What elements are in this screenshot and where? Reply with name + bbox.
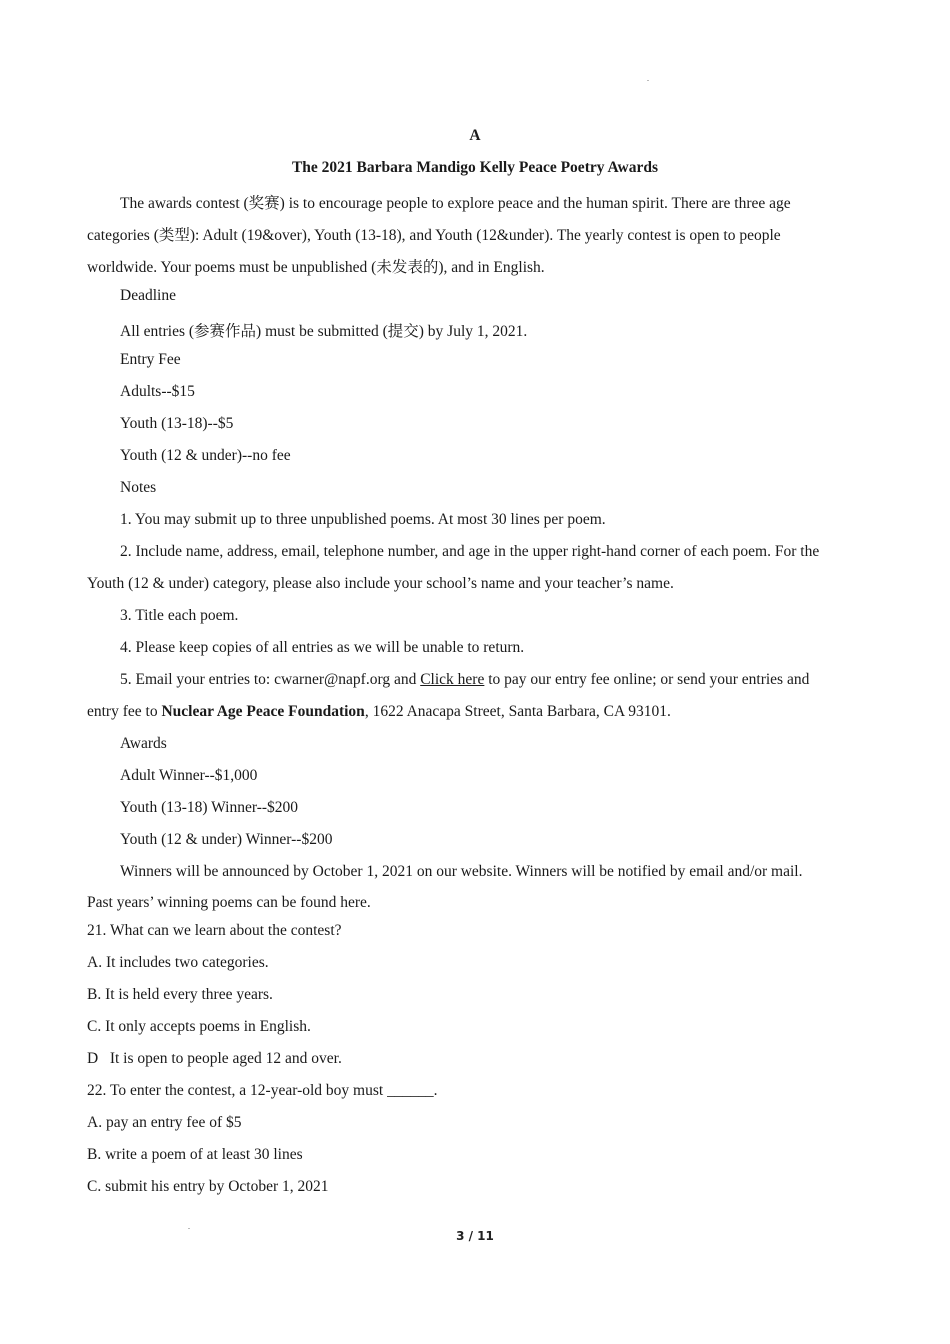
- pay-fee-link[interactable]: Click here: [420, 671, 485, 688]
- award-item: Adult Winner--$1,000: [120, 767, 258, 784]
- fee-item: Youth (12 & under)--no fee: [120, 447, 291, 464]
- intro-line: categories (类型): Adult (19&over), Youth (13-18), and Youth (12&under). The yearly contest is open to people: [87, 227, 781, 244]
- winners-text: Winners will be announced by October 1, 2021 on our website. Winners will be notified by email and/or mail.: [120, 863, 803, 880]
- question-option: A. pay an entry fee of $5: [87, 1114, 242, 1131]
- note-item: [87, 703, 671, 721]
- note-item: 3. Title each poem.: [120, 607, 239, 624]
- passage-title: The 2021 Barbara Mandigo Kelly Peace Poetry Awards: [291, 159, 659, 176]
- passage-label: A: [469, 127, 481, 144]
- awards-heading: Awards: [120, 735, 167, 752]
- note5-text: 5. Email your entries to: cwarner@napf.org and: [120, 671, 421, 688]
- note-item: [120, 671, 809, 689]
- org-name: Nuclear Age Peace Foundation: [161, 703, 365, 720]
- fee-heading: Entry Fee: [120, 351, 181, 368]
- note5-text: entry fee to: [87, 703, 162, 720]
- award-item: Youth (12 & under) Winner--$200: [120, 831, 333, 848]
- question-stem: 22. To enter the contest, a 12-year-old boy must ______.: [87, 1082, 438, 1099]
- note-item: 4. Please keep copies of all entries as we will be unable to return.: [120, 639, 525, 656]
- question-option: B. It is held every three years.: [87, 986, 273, 1003]
- page-number: 3 / 11: [456, 1229, 494, 1243]
- notes-heading: Notes: [120, 479, 157, 496]
- note-item: Youth (12 & under) category, please also include your school’s name and your teacher’s name.: [87, 575, 674, 592]
- question-option: D It is open to people aged 12 and over.: [87, 1050, 342, 1067]
- note5-text: , 1622 Anacapa Street, Santa Barbara, CA 93101.: [364, 703, 671, 720]
- deadline-heading: Deadline: [120, 287, 176, 304]
- question-option: A. It includes two categories.: [87, 954, 269, 971]
- deadline-text: All entries (参赛作品) must be submitted (提交) by July 1, 2021.: [120, 323, 528, 340]
- scan-dot: [647, 80, 649, 81]
- fee-item: Adults--$15: [120, 383, 195, 400]
- intro-line: worldwide. Your poems must be unpublished (未发表的), and in English.: [87, 259, 545, 276]
- note-item: 2. Include name, address, email, telephone number, and age in the upper right-hand corner of each poem. For the: [120, 543, 820, 560]
- question-option: C. submit his entry by October 1, 2021: [87, 1178, 329, 1195]
- fee-item: Youth (13-18)--$5: [120, 415, 234, 432]
- question-option: C. It only accepts poems in English.: [87, 1018, 311, 1035]
- intro-line: The awards contest (奖赛) is to encourage people to explore peace and the human spirit. There are three age: [120, 195, 791, 212]
- award-item: Youth (13-18) Winner--$200: [120, 799, 299, 816]
- note-item: 1. You may submit up to three unpublished poems. At most 30 lines per poem.: [120, 511, 606, 528]
- winners-text: Past years’ winning poems can be found here.: [87, 894, 371, 911]
- question-option: B. write a poem of at least 30 lines: [87, 1146, 303, 1163]
- note5-text: to pay our entry fee online; or send your entries and: [484, 671, 810, 688]
- question-stem: 21. What can we learn about the contest?: [87, 922, 342, 939]
